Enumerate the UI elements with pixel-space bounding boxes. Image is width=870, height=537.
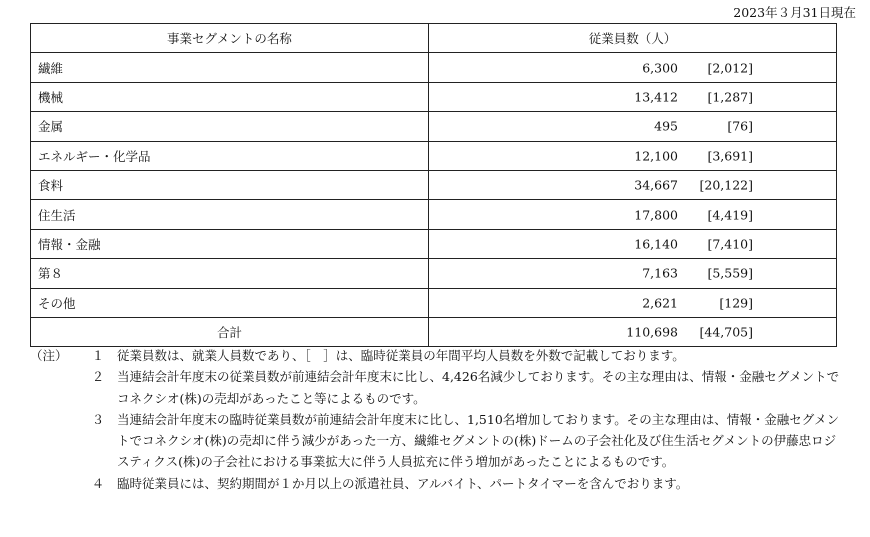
table-row <box>31 170 837 199</box>
segment-column-header: 事業セグメントの名称 <box>31 24 429 53</box>
employee-count: 13,412 <box>634 89 678 105</box>
note-item <box>30 345 840 366</box>
note-text: 臨時従業員には、契約期間が１か月以上の派遣社員、アルバイト、パートタイマーを含んでおります。 <box>117 475 689 491</box>
temporary-employee-count: [44,705] <box>699 324 753 340</box>
note-number: ３ <box>91 411 105 427</box>
note-text: 従業員数は、就業人員数であり、［ ］は、臨時従業員の年間平均人員数を外数で記載しております。 <box>117 348 685 363</box>
note-label <box>30 409 79 473</box>
table-row <box>31 82 837 111</box>
temporary-employee-count: [129] <box>719 295 753 311</box>
note-item <box>30 473 840 494</box>
employee-count: 34,667 <box>634 177 678 193</box>
note-label <box>30 473 79 494</box>
table-row <box>31 259 837 288</box>
table-row <box>31 229 837 258</box>
employee-count: 17,800 <box>634 207 678 223</box>
note-text: 当連結会計年度末の従業員数が前連結会計年度末に比し、4,426名減少しております。その主な理由は、情報・金融セグメントでコネクシオ(株)の売却があったこと等によるものです。 <box>117 369 840 406</box>
table-header-row <box>31 24 837 53</box>
table-row <box>31 141 837 170</box>
note-item <box>30 366 840 409</box>
employee-count-cell <box>429 259 837 288</box>
notes-section <box>30 345 840 494</box>
segment-name: 機械 <box>31 82 429 111</box>
segment-name: その他 <box>31 288 429 317</box>
temporary-employee-count: [76] <box>727 118 753 134</box>
table-row <box>31 200 837 229</box>
segment-name: 金属 <box>31 112 429 141</box>
table-row <box>31 112 837 141</box>
note-number: ２ <box>91 369 105 385</box>
as-of-date: 2023年３月31日現在 <box>733 5 856 20</box>
employee-count: 12,100 <box>634 148 678 164</box>
employee-table <box>30 23 837 347</box>
segment-name: 繊維 <box>31 53 429 82</box>
temporary-employee-count: [2,012] <box>707 60 753 76</box>
note-item <box>30 409 840 473</box>
employee-count-cell <box>429 317 837 346</box>
employee-count-cell <box>429 112 837 141</box>
employee-count: 6,300 <box>642 60 678 76</box>
employee-count-cell <box>429 141 837 170</box>
temporary-employee-count: [7,410] <box>707 236 753 252</box>
note-label <box>30 366 79 409</box>
employee-count: 7,163 <box>642 265 678 281</box>
segment-name: エネルギー・化学品 <box>31 141 429 170</box>
employee-count: 495 <box>654 118 678 134</box>
employee-count-cell <box>429 229 837 258</box>
table-row <box>31 53 837 82</box>
note-text: 当連結会計年度末の臨時従業員数が前連結会計年度末に比し、1,510名増加しております。その主な理由は、情報・金融セグメントでコネクシオ(株)の売却に伴う減少があった一方、繊維セグメントの(株)ドームの子会社化及び住生活セグメントの伊藤忠ロジスティクス(株)の子会社における事業拡大に伴う人員拡充に伴う増加があったことによるものです。 <box>117 411 840 470</box>
temporary-employee-count: [5,559] <box>707 265 753 281</box>
employee-count-cell <box>429 200 837 229</box>
employee-count: 16,140 <box>634 236 678 252</box>
temporary-employee-count: [1,287] <box>707 89 753 105</box>
temporary-employee-count: [4,419] <box>707 207 753 223</box>
table-total-row <box>31 317 837 346</box>
segment-name: 住生活 <box>31 200 429 229</box>
employees-column-header: 従業員数（人） <box>429 24 837 53</box>
temporary-employee-count: [20,122] <box>699 177 753 193</box>
employee-count: 110,698 <box>626 324 678 340</box>
note-number: １ <box>91 348 105 363</box>
employee-count-cell <box>429 288 837 317</box>
segment-name: 第８ <box>31 259 429 288</box>
employee-count-cell <box>429 53 837 82</box>
total-label: 合計 <box>31 317 429 346</box>
note-number: ４ <box>91 475 105 491</box>
segment-name: 食料 <box>31 170 429 199</box>
table-row <box>31 288 837 317</box>
employee-count-cell <box>429 82 837 111</box>
segment-name: 情報・金融 <box>31 229 429 258</box>
temporary-employee-count: [3,691] <box>707 148 753 164</box>
note-label: （注） <box>30 348 68 363</box>
employee-count: 2,621 <box>642 295 678 311</box>
employee-count-cell <box>429 170 837 199</box>
